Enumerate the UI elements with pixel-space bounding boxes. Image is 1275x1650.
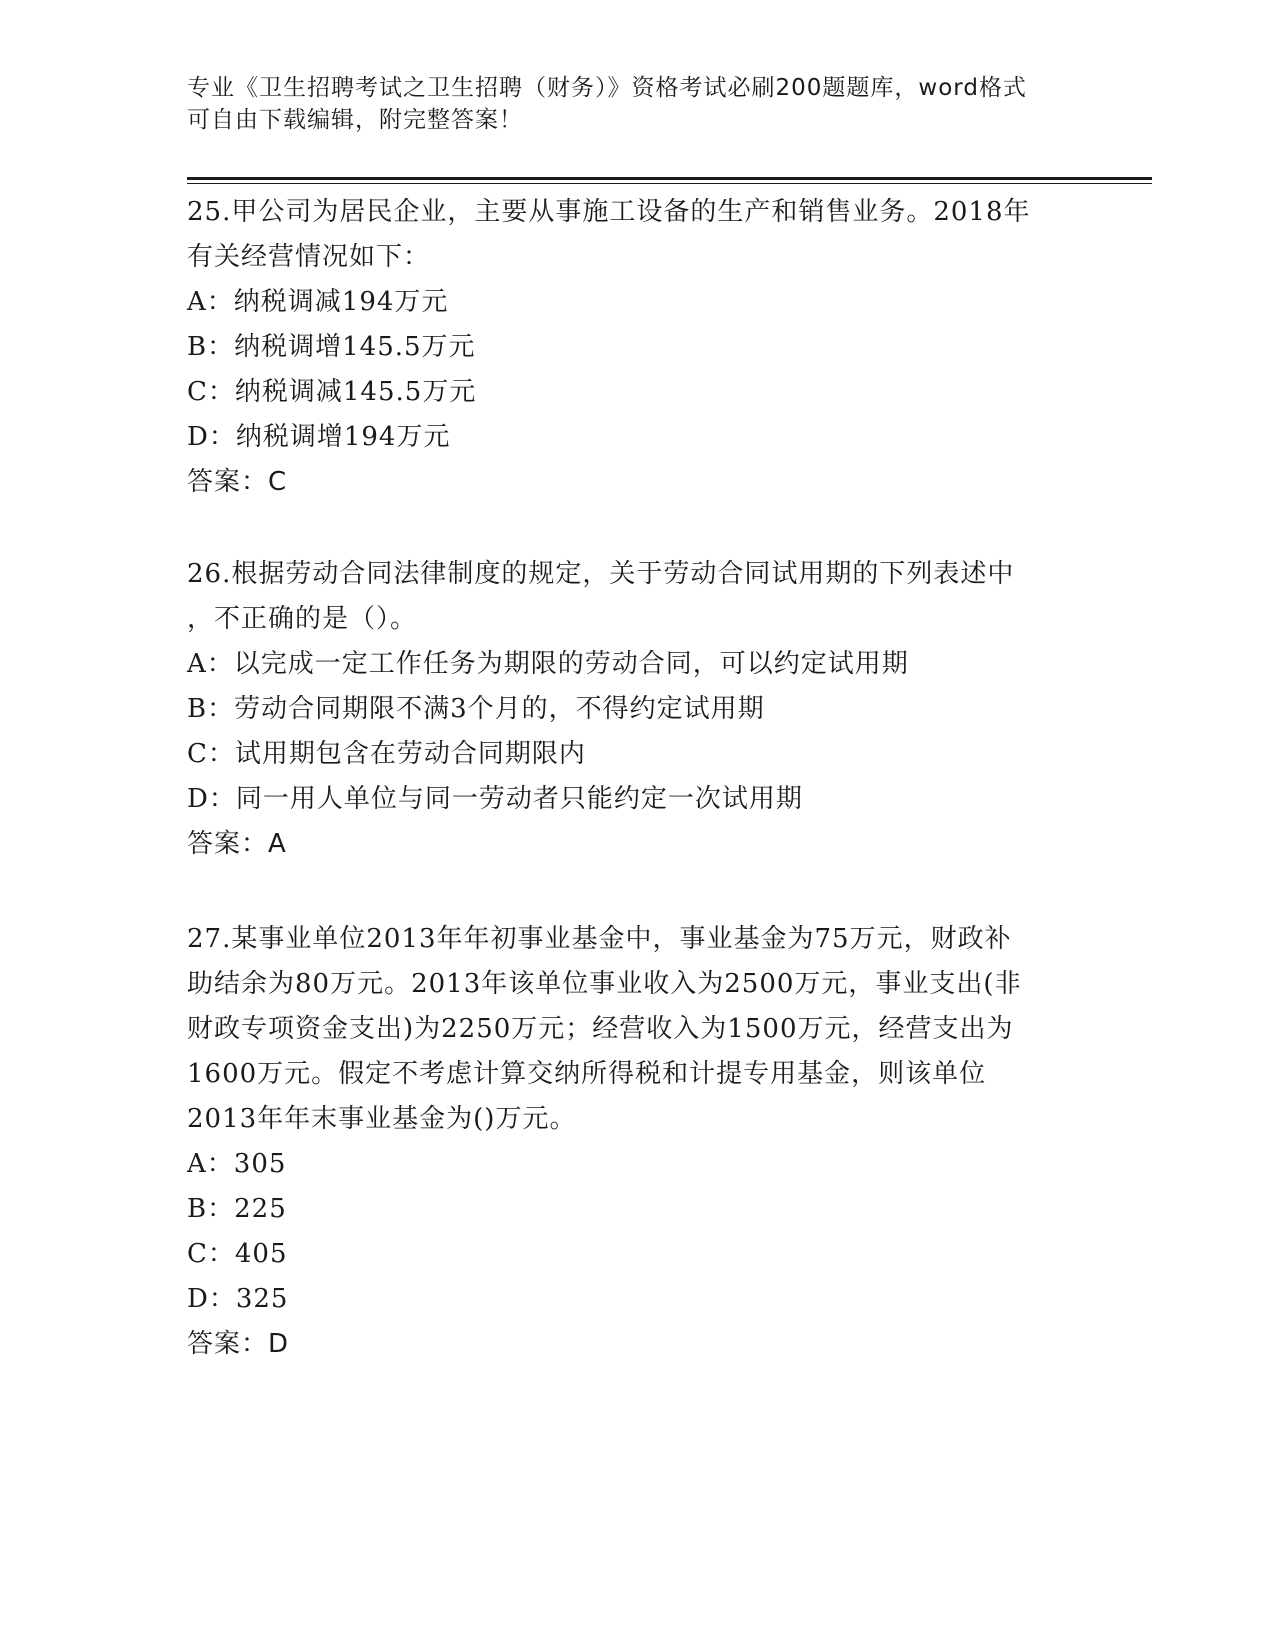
stem-line: 2013年年末事业基金为()万元。 — [187, 1104, 577, 1134]
answer-line: 答案：A — [187, 829, 287, 859]
answer-line: 答案：D — [187, 1329, 290, 1359]
stem-line: 25.甲公司为居民企业，主要从事施工设备的生产和销售业务。2018年 — [187, 197, 1031, 227]
question-26 — [187, 552, 1087, 867]
option-b: B：纳税调增145.5万元 — [187, 332, 476, 362]
question-stem — [187, 552, 1087, 642]
answer-line: 答案：C — [187, 467, 288, 497]
option-d: D：纳税调增194万元 — [187, 422, 451, 452]
option-a: A：纳税调减194万元 — [187, 287, 449, 317]
header-line-2: 可自由下载编辑，附完整答案！ — [187, 107, 523, 133]
stem-line: 财政专项资金支出)为2250万元；经营收入为1500万元，经营支出为 — [187, 1014, 1014, 1044]
question-27 — [187, 917, 1087, 1367]
question-stem — [187, 190, 1087, 280]
option-c: C：试用期包含在劳动合同期限内 — [187, 739, 586, 769]
header-divider-thick — [187, 177, 1152, 180]
option-b: B：225 — [187, 1194, 287, 1224]
option-a: A：以完成一定工作任务为期限的劳动合同，可以约定试用期 — [187, 649, 909, 679]
header-line-1: 专业《卫生招聘考试之卫生招聘（财务）》资格考试必刷200题题库，word格式 — [187, 75, 1027, 101]
option-a: A：305 — [187, 1149, 287, 1179]
stem-line: ，不正确的是（）。 — [187, 604, 418, 634]
option-d: D：同一用人单位与同一劳动者只能约定一次试用期 — [187, 784, 803, 814]
stem-line: 26.根据劳动合同法律制度的规定，关于劳动合同试用期的下列表述中 — [187, 559, 1015, 589]
stem-line: 1600万元。假定不考虑计算交纳所得税和计提专用基金，则该单位 — [187, 1059, 987, 1089]
document-header — [187, 72, 1067, 136]
question-stem — [187, 917, 1087, 1142]
stem-line: 助结余为80万元。2013年该单位事业收入为2500万元，事业支出(非 — [187, 969, 1022, 999]
stem-line: 有关经营情况如下： — [187, 242, 431, 272]
option-c: C：405 — [187, 1239, 288, 1269]
option-b: B：劳动合同期限不满3个月的，不得约定试用期 — [187, 694, 765, 724]
stem-line: 27.某事业单位2013年年初事业基金中，事业基金为75万元，财政补 — [187, 924, 1012, 954]
question-25 — [187, 190, 1087, 505]
header-divider-thin — [187, 183, 1152, 184]
option-d: D：325 — [187, 1284, 289, 1314]
option-c: C：纳税调减145.5万元 — [187, 377, 477, 407]
